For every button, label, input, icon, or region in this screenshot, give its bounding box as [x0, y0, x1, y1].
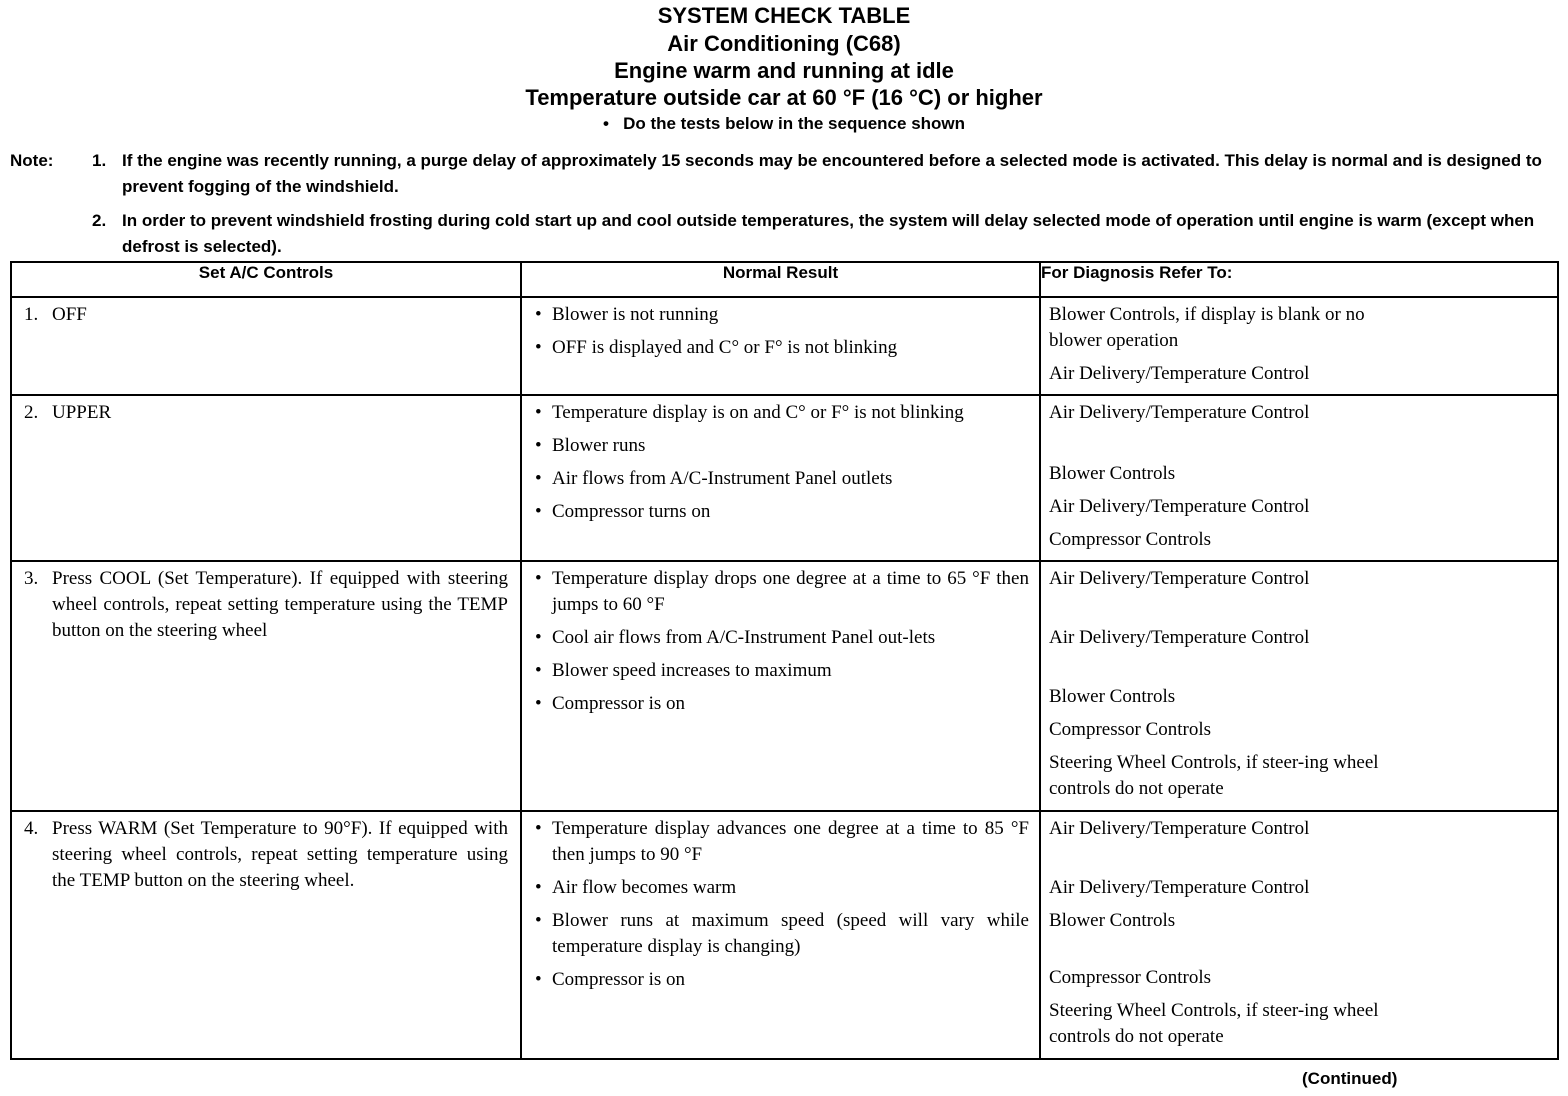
- controls-cell: [11, 811, 521, 1059]
- diagnosis-ref: Compressor Controls: [1049, 719, 1212, 740]
- diagnosis-cell: [1040, 395, 1558, 561]
- column-header-result: Normal Result: [521, 262, 1040, 297]
- note-label: Note:: [10, 151, 54, 170]
- table-row: [11, 395, 1558, 561]
- diagnosis-ref: Steering Wheel Controls, if steer-ing wheel controls do not operate: [1049, 1000, 1379, 1047]
- diagnosis-ref: Air Delivery/Temperature Control: [1049, 363, 1310, 384]
- controls-cell: [11, 561, 521, 811]
- result-item: • Compressor turns on: [535, 501, 711, 522]
- diagnosis-ref: Air Delivery/Temperature Control: [1049, 627, 1310, 648]
- result-cell: [521, 811, 1040, 1059]
- control-setting: Press WARM (Set Temperature to 90°F). If equipped with steering wheel controls, repeat setting temperature using the TEMP button on the steering wheel.: [52, 818, 508, 891]
- diagnosis-cell: [1040, 811, 1558, 1059]
- result-item: • Blower speed increases to maximum: [535, 660, 832, 681]
- result-item: • Temperature display advances one degree at a time to 85 °F then jumps to 90 °F: [535, 818, 1029, 865]
- diagnosis-ref: Air Delivery/Temperature Control: [1049, 877, 1310, 898]
- page-subtitle: Air Conditioning (C68): [667, 31, 901, 56]
- result-cell: [521, 297, 1040, 395]
- diagnosis-ref: Compressor Controls: [1049, 967, 1212, 988]
- result-item: • Temperature display is on and C° or F° is not blinking: [535, 402, 964, 423]
- diagnosis-ref: Blower Controls, if display is blank or no blower operation: [1049, 304, 1365, 351]
- diagnosis-ref: Compressor Controls: [1049, 529, 1212, 550]
- diagnosis-ref: Blower Controls: [1049, 463, 1176, 484]
- step-number: 2.: [24, 402, 39, 423]
- page-title: SYSTEM CHECK TABLE: [657, 3, 911, 28]
- result-cell: [521, 395, 1040, 561]
- system-check-table: [10, 261, 1559, 1060]
- result-item: • Compressor is on: [535, 693, 685, 714]
- diagnosis-ref: Air Delivery/Temperature Control: [1049, 402, 1310, 423]
- result-cell: [521, 561, 1040, 811]
- diagnosis-ref: Blower Controls: [1049, 686, 1176, 707]
- result-item: • Temperature display drops one degree at a time to 65 °F then jumps to 60 °F: [535, 568, 1029, 615]
- diagnosis-ref: Air Delivery/Temperature Control: [1049, 818, 1310, 839]
- control-setting: Press COOL (Set Temperature). If equipped with steering wheel controls, repeat setting temperature using the TEMP button on the steering wheel: [52, 568, 508, 641]
- diagnosis-ref: Blower Controls: [1049, 910, 1176, 931]
- instruction-line: [0, 114, 1568, 134]
- note-text: If the engine was recently running, a purge delay of approximately 15 seconds may be encountered before a selected mode is activated. This delay is normal and is designed to prevent fogging of the windshield.: [122, 151, 1542, 196]
- control-setting: UPPER: [52, 402, 112, 423]
- condition-temperature: Temperature outside car at 60 °F (16 °C) or higher: [525, 85, 1043, 110]
- diagnosis-ref: Steering Wheel Controls, if steer-ing wheel controls do not operate: [1049, 752, 1379, 799]
- table-row: [11, 811, 1558, 1059]
- step-number: 4.: [24, 818, 39, 839]
- step-number: 3.: [24, 568, 39, 589]
- step-number: 1.: [24, 304, 39, 325]
- continued-label: (Continued): [1302, 1069, 1398, 1088]
- column-header-controls: Set A/C Controls: [11, 262, 521, 297]
- table-row: [11, 297, 1558, 395]
- result-item: • Compressor is on: [535, 969, 685, 990]
- table-header-row: [11, 262, 1558, 297]
- note-text: In order to prevent windshield frosting during cold start up and cool outside temperatures, the system will delay selected mode of operation until engine is warm (except when defrost is selected).: [122, 211, 1535, 256]
- result-item: • Air flows from A/C-Instrument Panel outlets: [535, 468, 893, 489]
- result-item: • OFF is displayed and C° or F° is not blinking: [532, 335, 1029, 361]
- column-header-diagnosis: For Diagnosis Refer To:: [1040, 262, 1558, 297]
- result-item: • Blower runs: [535, 435, 646, 456]
- note-number: 1.: [92, 151, 107, 170]
- diagnosis-cell: [1040, 297, 1558, 395]
- result-item: • Blower runs at maximum speed (speed will vary while temperature display is changing): [535, 910, 1029, 957]
- instruction-text: Do the tests below in the sequence shown: [623, 114, 966, 133]
- result-item: • Cool air flows from A/C-Instrument Panel out-lets: [535, 627, 936, 648]
- note-number: 2.: [92, 211, 107, 230]
- result-item: • Blower is not running: [532, 302, 1029, 328]
- diagnosis-cell: [1040, 561, 1558, 811]
- diagnosis-ref: Air Delivery/Temperature Control: [1049, 568, 1310, 589]
- instruction-bullet: •: [602, 114, 609, 133]
- control-setting: OFF: [52, 304, 87, 325]
- bullet: •: [535, 304, 542, 325]
- bullet: •: [535, 337, 542, 358]
- controls-cell: [11, 395, 521, 561]
- condition-engine: Engine warm and running at idle: [614, 58, 954, 83]
- diagnosis-ref: Air Delivery/Temperature Control: [1049, 496, 1310, 517]
- controls-cell: [11, 297, 521, 395]
- result-item: • Air flow becomes warm: [535, 877, 737, 898]
- table-row: [11, 561, 1558, 811]
